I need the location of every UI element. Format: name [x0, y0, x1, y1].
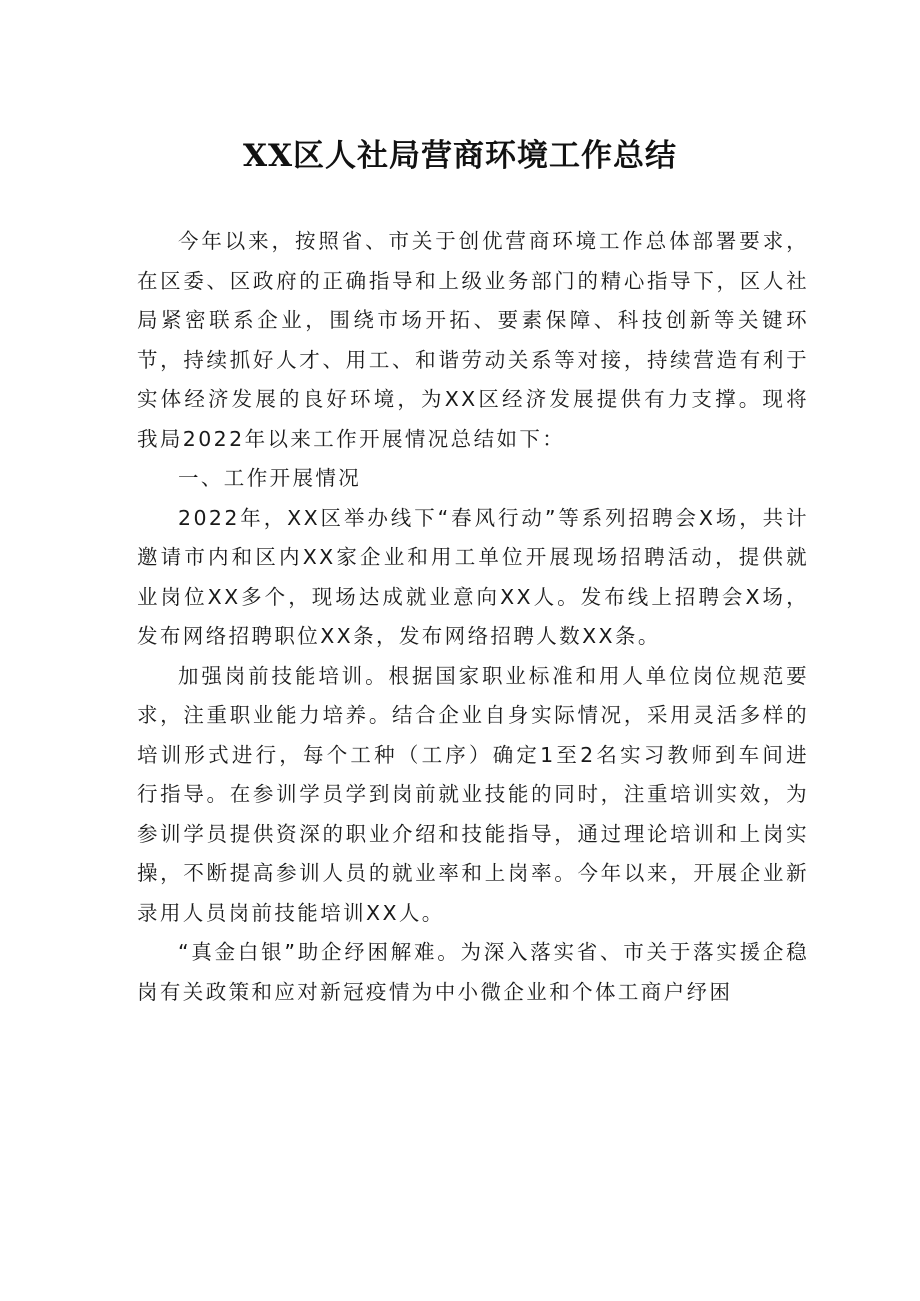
intro-paragraph: 今年以来，按照省、市关于创优营商环境工作总体部署要求，在区委、区政府的正确指导和上级业务部门的精心指导下，区人社局紧密联系企业，围绕市场开拓、要素保障、科技创新等关键环节，持续抓好人才、用工、和谐劳动关系等对接，持续营造有利于实体经济发展的良好环境，为XX区经济发展提供有力支撑。现将我局2022年以来工作开展情况总结如下：: [137, 229, 809, 451]
document-title: XX区人社局营商环境工作总结: [242, 138, 678, 174]
section-heading: 一、工作开展情况: [178, 466, 362, 490]
training-paragraph: 加强岗前技能培训。根据国家职业标准和用人单位岗位规范要求，注重职业能力培养。结合企业自身实际情况，采用灵活多样的培训形式进行，每个工种（工序）确定1至2名实习教师到车间进行指导。在参训学员学到岗前就业技能的同时，注重培训实效，为参训学员提供资深的职业介绍和技能指导，通过理论培训和上岗实操，不断提高参训人员的就业率和上岗率。今年以来，开展企业新录用人员岗前技能培训XX人。: [137, 663, 809, 925]
recruitment-paragraph: 2022年，XX区举办线下“春风行动”等系列招聘会X场，共计邀请市内和区内XX家企业和用工单位开展现场招聘活动，提供就业岗位XX多个，现场达成就业意向XX人。发布线上招聘会X场，发布网络招聘职位XX条，发布网络招聘人数XX条。: [137, 505, 809, 648]
support-paragraph: “真金白银”助企纾困解难。为深入落实省、市关于落实援企稳岗有关政策和应对新冠疫情为中小微企业和个体工商户纾困: [137, 940, 809, 1004]
document-body: [137, 222, 809, 1012]
